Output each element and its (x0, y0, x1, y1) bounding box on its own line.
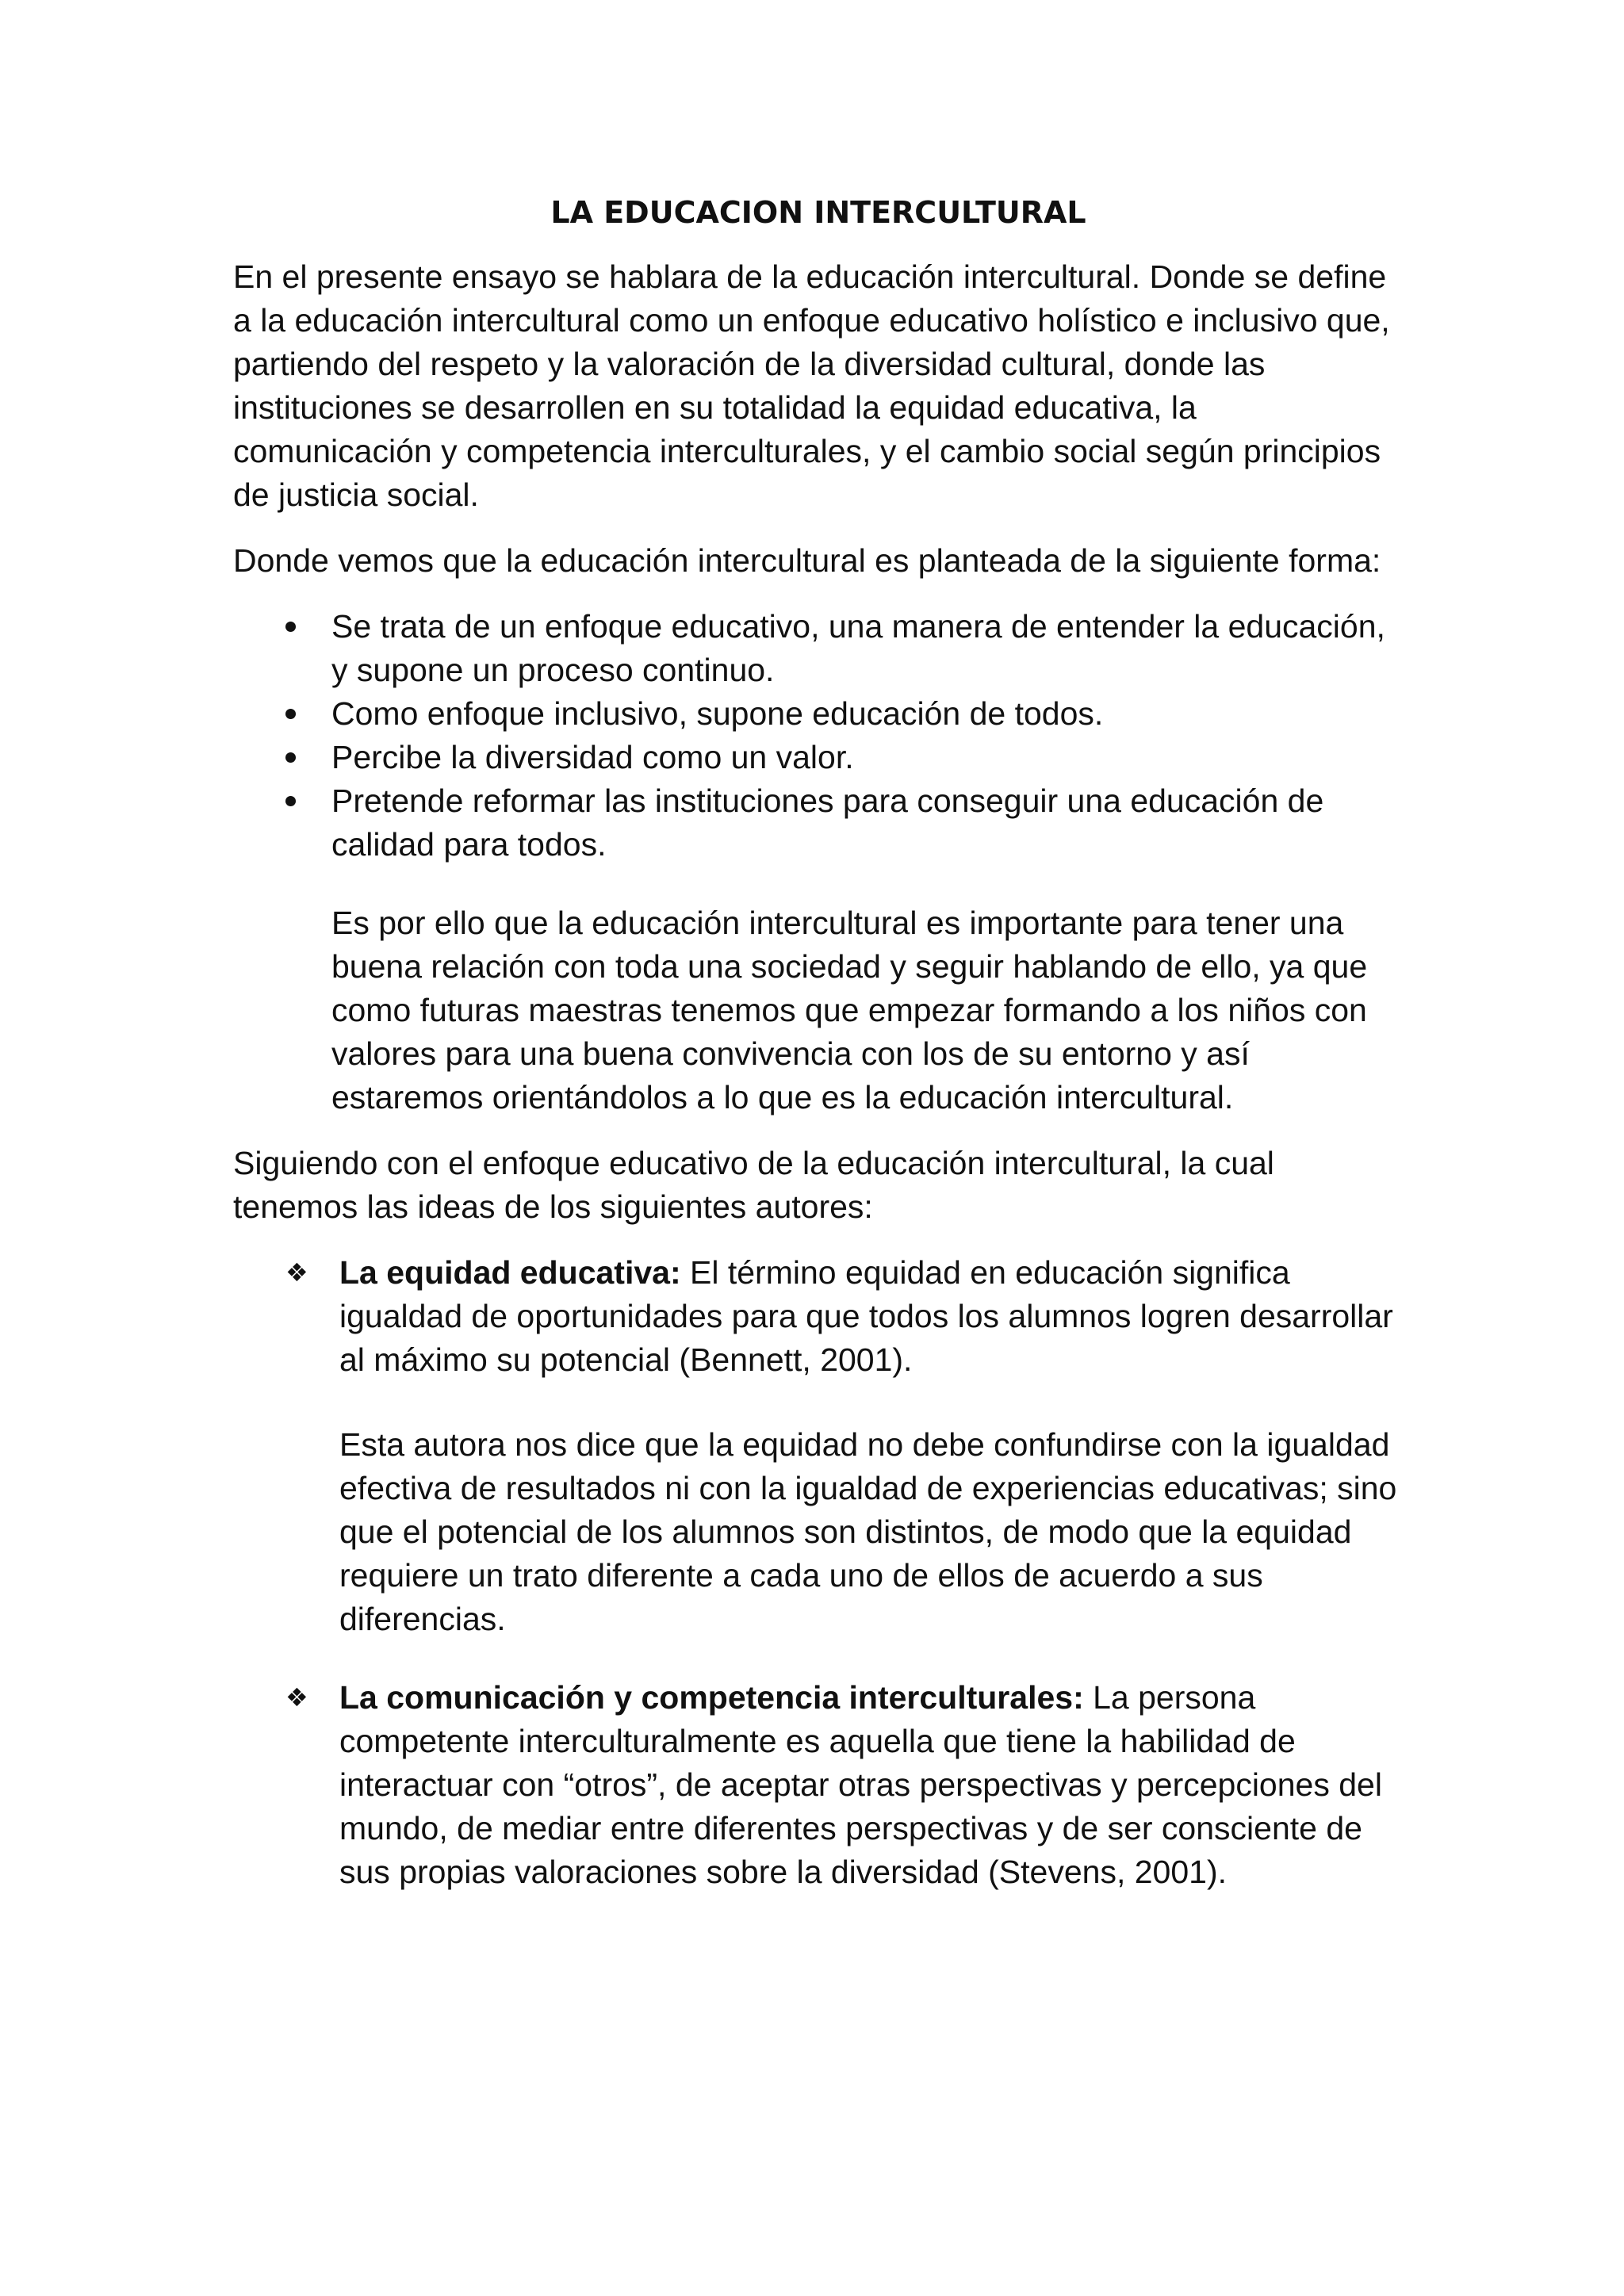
four-diamond-icon: ❖ (285, 1257, 308, 1288)
author-note: Esta autora nos dice que la equidad no debe confundirse con la igualdad efectiva de resultados ni con la igualdad de experiencias educativas; sino que el potencial de los alumnos son distintos, de modo que la equidad requiere un trato diferente a cada uno de ellos de acuerdo a sus diferencias. (339, 1426, 1397, 1637)
bullet-icon (285, 709, 296, 719)
authors-list (233, 1251, 1404, 1894)
list-item-text: Se trata de un enfoque educativo, una manera de entender la educación, y supone un proceso continuo. (331, 608, 1385, 688)
author-item-body (339, 1676, 1404, 1894)
intro-paragraph: En el presente ensayo se hablara de la educación intercultural. Donde se define a la educación intercultural como un enfoque educativo holístico e inclusivo que, partiendo del respeto y la valoración de la diversidad cultural, donde las instituciones se desarrollen en su totalidad la equidad educativa, la comunicación y competencia interculturales, y el cambio social según principios de justicia social. (233, 258, 1390, 513)
list-item (233, 605, 1404, 692)
bullet-icon (285, 752, 296, 763)
document-title: LA EDUCACION INTERCULTURAL (550, 195, 1086, 230)
author-item-body (339, 1251, 1404, 1382)
author-item-equidad (233, 1251, 1404, 1641)
author-item-comunicacion (233, 1676, 1404, 1894)
bullet-icon (285, 796, 296, 806)
document-page (233, 190, 1404, 1929)
list-item (233, 736, 1404, 779)
list-item (233, 779, 1404, 867)
author-text: La persona competente interculturalmente es aquella que tiene la habilidad de interactuar con “otros”, de aceptar otras perspectivas y percepciones del mundo, de mediar entre diferentes perspectivas y de ser consciente de sus propias valoraciones sobre la diversidad (Stevens, 2001). (339, 1679, 1382, 1890)
bullet-icon (285, 622, 296, 632)
author-term: La equidad educativa: (339, 1254, 681, 1291)
authors-lead-paragraph: Siguiendo con el enfoque educativo de la educación intercultural, la cual tenemos las ideas de los siguientes autores: (233, 1145, 1274, 1225)
four-diamond-icon: ❖ (285, 1682, 308, 1712)
list-item-text: Pretende reformar las instituciones para conseguir una educación de calidad para todos. (331, 783, 1324, 863)
author-text: El término equidad en educación significa igualdad de oportunidades para que todos los alumnos logren desarrollar al máximo su potencial (Bennett, 2001). (339, 1254, 1393, 1378)
bullet-list (233, 605, 1404, 867)
bullet-followup-paragraph: Es por ello que la educación intercultural es importante para tener una buena relación con toda una sociedad y seguir hablando de ello, ya que como futuras maestras tenemos que empezar formando a los niños con valores para una buena convivencia con los de su entorno y así estaremos orientándolos a lo que es la educación intercultural. (331, 905, 1368, 1115)
list-item-text: Percibe la diversidad como un valor. (331, 739, 854, 775)
author-term: La comunicación y competencia interculturales: (339, 1679, 1084, 1716)
list-item-text: Como enfoque inclusivo, supone educación de todos. (331, 695, 1104, 732)
lead-paragraph: Donde vemos que la educación intercultural es planteada de la siguiente forma: (233, 542, 1381, 579)
list-item (233, 692, 1404, 736)
